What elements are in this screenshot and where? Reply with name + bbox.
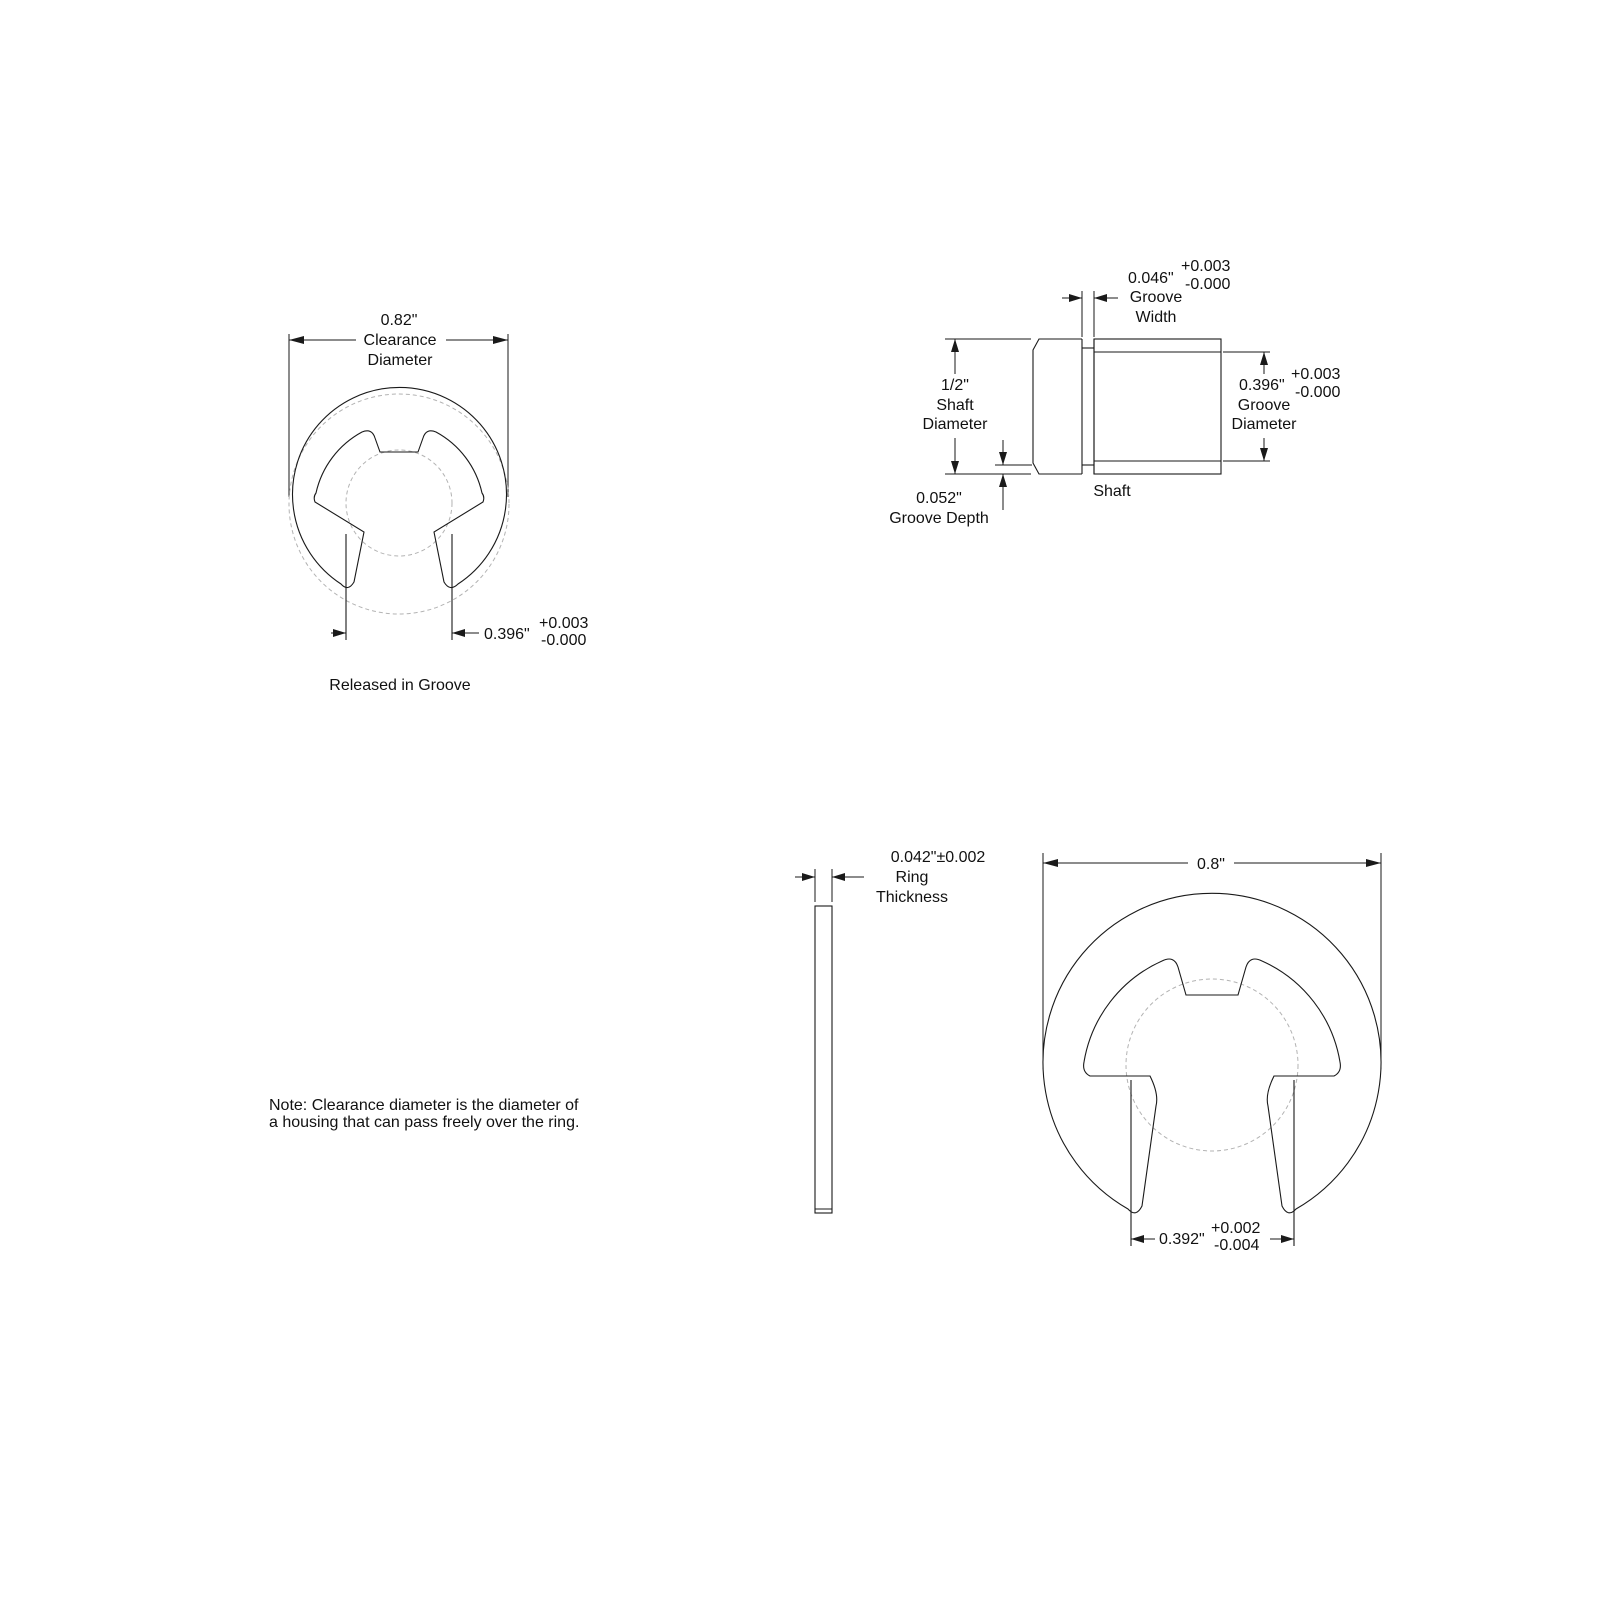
note-line-1: Note: Clearance diameter is the diameter of (269, 1097, 579, 1114)
groove-width-value: 0.046" (1128, 270, 1174, 287)
arrowhead (1260, 352, 1268, 365)
arrowhead (999, 452, 1007, 465)
groove-width-label-line2: Width (1135, 309, 1177, 326)
groove-depth-label: Groove Depth (889, 510, 989, 527)
arrowhead (289, 336, 304, 344)
clearance-note (269, 1097, 579, 1131)
shaft-view (889, 258, 1340, 527)
ring-front-view (1043, 853, 1381, 1254)
clearance-label-line2: Diameter (367, 352, 433, 369)
shaft-diameter-label-line2: Diameter (922, 416, 988, 433)
opening-tolerance-plus: +0.003 (539, 615, 589, 632)
groove-circle-hidden (1126, 979, 1298, 1151)
ring-edge-outline (815, 906, 832, 1213)
arrowhead (333, 629, 346, 637)
clearance-label-line1: Clearance (363, 332, 437, 349)
opening-tolerance-plus: +0.002 (1211, 1220, 1261, 1237)
groove-diameter-tolerance-plus: +0.003 (1291, 366, 1341, 383)
released-in-groove-view (289, 312, 588, 694)
arrowhead (951, 461, 959, 474)
arrowhead (1131, 1235, 1144, 1243)
groove-depth-value: 0.052" (916, 490, 962, 507)
opening-tolerance-minus: -0.000 (541, 632, 587, 649)
shaft-diameter-label-line1: Shaft (936, 397, 974, 414)
shaft-end-chamfered (1033, 339, 1082, 474)
arrowhead (951, 339, 959, 352)
thickness-value: 0.042"±0.002 (890, 849, 986, 866)
released-caption: Released in Groove (329, 677, 471, 694)
shaft-caption: Shaft (1093, 483, 1131, 500)
arrowhead (1366, 859, 1381, 867)
opening-value: 0.392" (1159, 1231, 1205, 1248)
arrowhead (1094, 294, 1107, 302)
groove-width-tolerance-plus: +0.003 (1181, 258, 1231, 275)
thickness-label-line2: Thickness (875, 889, 949, 906)
arrowhead (493, 336, 508, 344)
groove-diameter-value: 0.396" (1239, 377, 1285, 394)
note-line-2: a housing that can pass freely over the ring. (269, 1114, 580, 1131)
arrowhead (832, 873, 845, 881)
outer-diameter-value: 0.8" (1197, 856, 1225, 873)
shaft-body (1094, 339, 1221, 474)
groove-diameter-label-line1: Groove (1237, 397, 1291, 414)
arrowhead (1043, 859, 1058, 867)
arrowhead (452, 629, 465, 637)
e-ring-outline-released (292, 387, 506, 587)
arrowhead (1069, 294, 1082, 302)
shaft-diameter-value: 1/2" (941, 377, 969, 394)
groove-width-tolerance-minus: -0.000 (1185, 276, 1231, 293)
groove-width-label-line1: Groove (1129, 289, 1183, 306)
opening-value: 0.396" (484, 626, 530, 643)
thickness-label-line1: Ring (895, 869, 929, 886)
groove-diameter-tolerance-minus: -0.000 (1295, 384, 1341, 401)
opening-tolerance-minus: -0.004 (1214, 1237, 1260, 1254)
clearance-value: 0.82" (380, 312, 418, 329)
arrowhead (802, 873, 815, 881)
e-ring-outline (1043, 893, 1381, 1213)
groove-diameter-label-line2: Diameter (1231, 416, 1297, 433)
arrowhead (1260, 448, 1268, 461)
arrowhead (999, 474, 1007, 487)
ring-edge-view (795, 849, 985, 1213)
arrowhead (1281, 1235, 1294, 1243)
clearance-circle-hidden (289, 394, 509, 614)
